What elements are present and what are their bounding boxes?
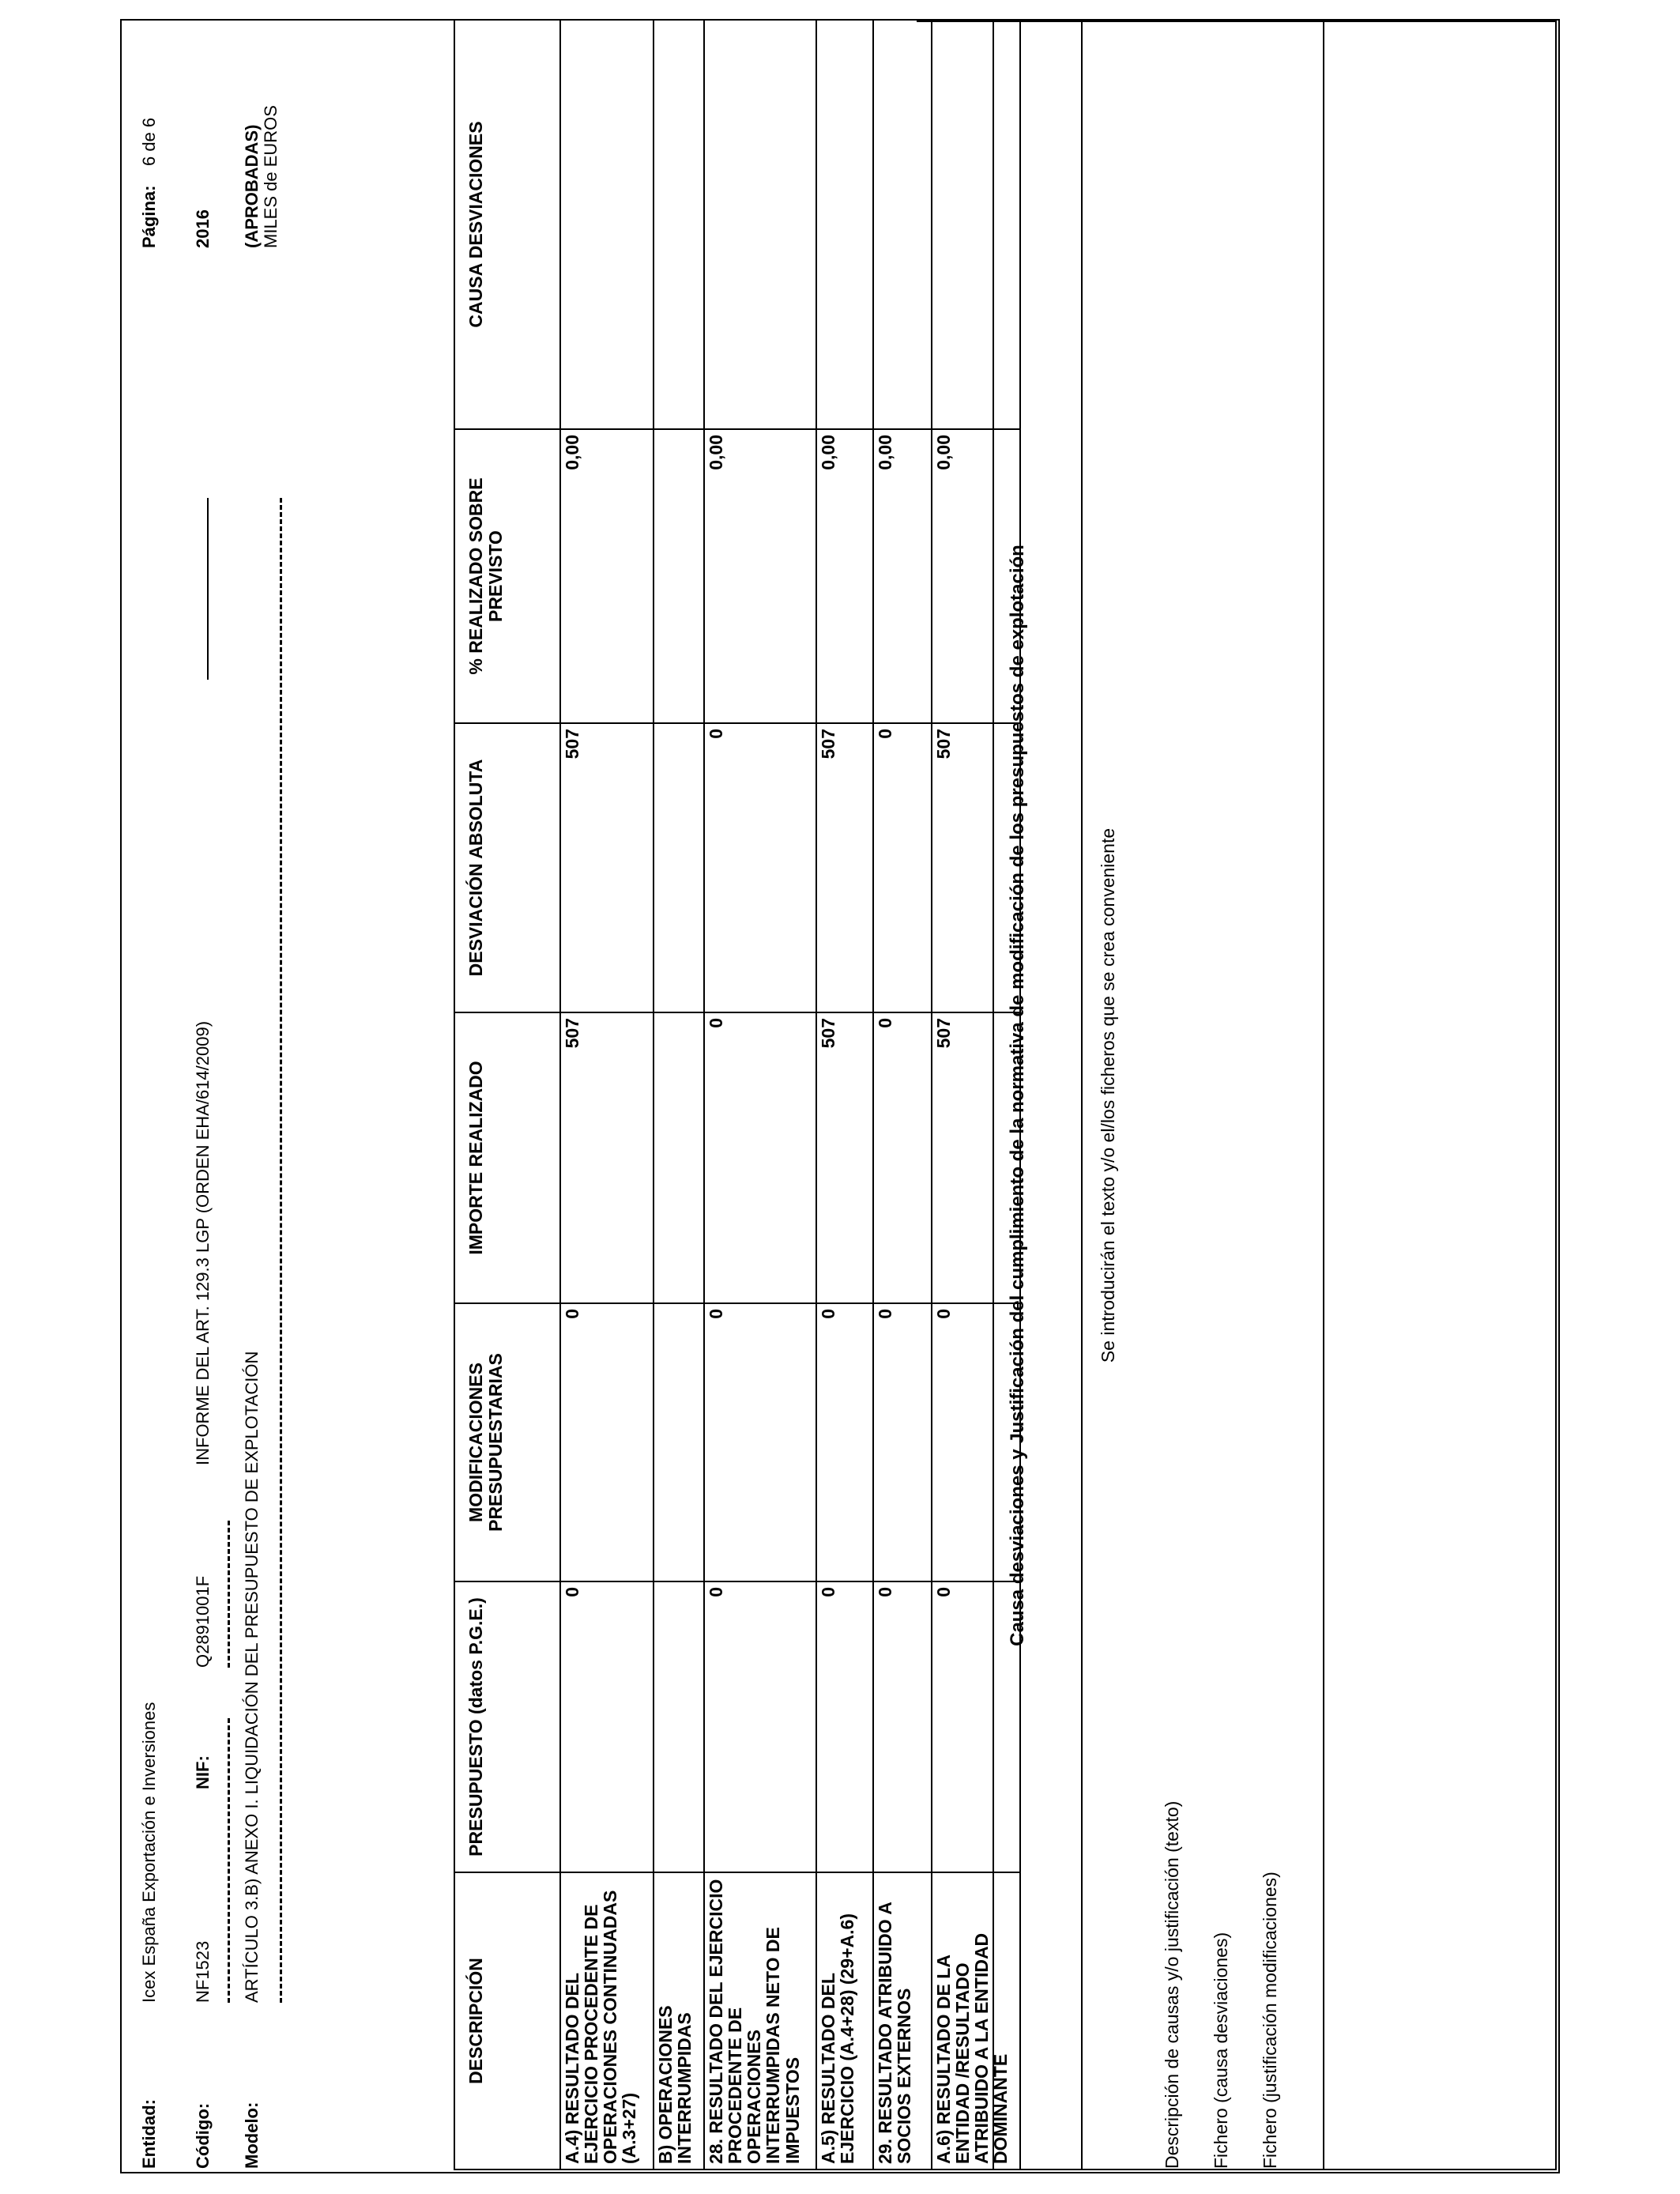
table-row xyxy=(560,20,654,2169)
row-porcentaje: 0,00 xyxy=(932,429,1020,723)
row-causa xyxy=(704,20,816,429)
row-desviacion: 507 xyxy=(816,723,873,1012)
year-value: 2016 xyxy=(193,209,213,248)
row-desviacion: 507 xyxy=(560,723,654,1012)
row-modificaciones xyxy=(654,1303,704,1581)
row-description: 28. RESULTADO DEL EJERCICIO PROCEDENTE DE OPERACIONES INTERRUMPIDAS NETO DE IMPUESTOS xyxy=(704,1872,816,2169)
table-row xyxy=(654,20,704,2169)
row-desviacion: 0 xyxy=(704,723,816,1012)
table-row xyxy=(816,20,873,2169)
row-porcentaje: 0,00 xyxy=(816,429,873,723)
row-description: A.6) RESULTADO DE LA ENTIDAD /RESULTADO ATRIBUIDO A LA ENTIDAD DOMINANTE xyxy=(932,1872,1020,2169)
codigo-label: Código: xyxy=(193,2102,213,2169)
modelo-dash-line xyxy=(280,498,282,2003)
row-importe xyxy=(654,1012,704,1303)
pagina-value: 6 de 6 xyxy=(139,117,159,166)
codigo-dash-line xyxy=(228,1718,230,2003)
row-modificaciones: 0 xyxy=(704,1303,816,1581)
causa-section-note: Se introducirán el texto y/o el/los ficheros que se crea conveniente xyxy=(1098,827,1118,1363)
modelo-value: ARTÍCULO 3.B) ANEXO I. LIQUIDACIÓN DEL PRESUPUESTO DE EXPLOTACIÓN xyxy=(242,1351,262,2003)
row-porcentaje: 0,00 xyxy=(560,429,654,723)
nif-label: NIF: xyxy=(193,1755,213,1789)
col-header-causa: CAUSA DESVIACIONES xyxy=(454,20,560,429)
rotated-page xyxy=(122,21,1557,2170)
nif-value: Q2891001F xyxy=(193,1575,213,1668)
row-presupuesto: 0 xyxy=(932,1581,1020,1872)
row-causa xyxy=(816,20,873,429)
row-desviacion xyxy=(654,723,704,1012)
row-description: A.4) RESULTADO DEL EJERCICIO PROCEDENTE DE OPERACIONES CONTINUADAS (A.3+27) xyxy=(560,1872,654,2169)
row-presupuesto: 0 xyxy=(873,1581,932,1872)
units-label: MILES de EUROS xyxy=(261,105,281,248)
modelo-label: Modelo: xyxy=(242,2102,262,2169)
col-header-importe: IMPORTE REALIZADO xyxy=(454,1012,560,1303)
row-importe: 0 xyxy=(873,1012,932,1303)
row-desviacion: 0 xyxy=(873,723,932,1012)
row-porcentaje: 0,00 xyxy=(873,429,932,723)
spacer-row xyxy=(917,21,994,2170)
row-description: B) OPERACIONES INTERRUMPIDAS xyxy=(654,1872,704,2169)
codigo-value: NF1523 xyxy=(193,1940,213,2003)
informe-underline xyxy=(207,498,209,680)
nif-dash-line xyxy=(228,1521,230,1668)
col-header-porcentaje: % REALIZADO SOBRE PREVISTO xyxy=(454,429,560,723)
table-header-row xyxy=(454,20,560,2169)
row-desviacion: 507 xyxy=(932,723,1020,1012)
row-importe: 507 xyxy=(816,1012,873,1303)
causa-section-title: Causa desviaciones y Justificación del cumplimiento de la normativa de modificación de los presupuestos de explotación xyxy=(1007,545,1028,1646)
entidad-value: Icex España Exportación e Inversiones xyxy=(139,1702,159,2003)
aprobadas-label: (APROBADAS) xyxy=(242,124,262,248)
col-header-presupuesto: PRESUPUESTO (datos P.G.E.) xyxy=(454,1581,560,1872)
row-modificaciones: 0 xyxy=(932,1303,1020,1581)
row-modificaciones: 0 xyxy=(873,1303,932,1581)
row-description: A.5) RESULTADO DEL EJERCICIO (A.4+28) (29+A.6) xyxy=(816,1872,873,2169)
row-description: 29. RESULTADO ATRIBUIDO A SOCIOS EXTERNOS xyxy=(873,1872,932,2169)
bottom-box xyxy=(1324,21,1557,2170)
row-causa xyxy=(654,20,704,429)
col-header-modificaciones: MODIFICACIONES PRESUPUESTARIAS xyxy=(454,1303,560,1581)
row-presupuesto xyxy=(654,1581,704,1872)
footer-fichero-justificacion: Fichero (justificación modificaciones) xyxy=(1260,1872,1280,2169)
col-header-desviacion: DESVIACIÓN ABSOLUTA xyxy=(454,723,560,1012)
informe-title: INFORME DEL ART. 129.3 LGP (ORDEN EHA/614/2009) xyxy=(193,1020,213,1465)
row-causa xyxy=(560,20,654,429)
row-modificaciones: 0 xyxy=(816,1303,873,1581)
row-modificaciones: 0 xyxy=(560,1303,654,1581)
row-importe: 507 xyxy=(560,1012,654,1303)
footer-descripcion-text: Descripción de causas y/o justificación (texto) xyxy=(1162,1800,1182,2169)
row-presupuesto: 0 xyxy=(816,1581,873,1872)
page-frame xyxy=(120,19,1560,2173)
row-porcentaje xyxy=(654,429,704,723)
row-presupuesto: 0 xyxy=(704,1581,816,1872)
row-importe: 0 xyxy=(704,1012,816,1303)
table-row xyxy=(704,20,816,2169)
pagina-label: Página: xyxy=(139,185,159,248)
row-importe: 507 xyxy=(932,1012,1020,1303)
row-presupuesto: 0 xyxy=(560,1581,654,1872)
col-header-descripcion: DESCRIPCIÓN xyxy=(454,1872,560,2169)
footer-fichero-causa: Fichero (causa desviaciones) xyxy=(1211,1932,1231,2169)
entidad-label: Entidad: xyxy=(139,2099,159,2169)
row-porcentaje: 0,00 xyxy=(704,429,816,723)
